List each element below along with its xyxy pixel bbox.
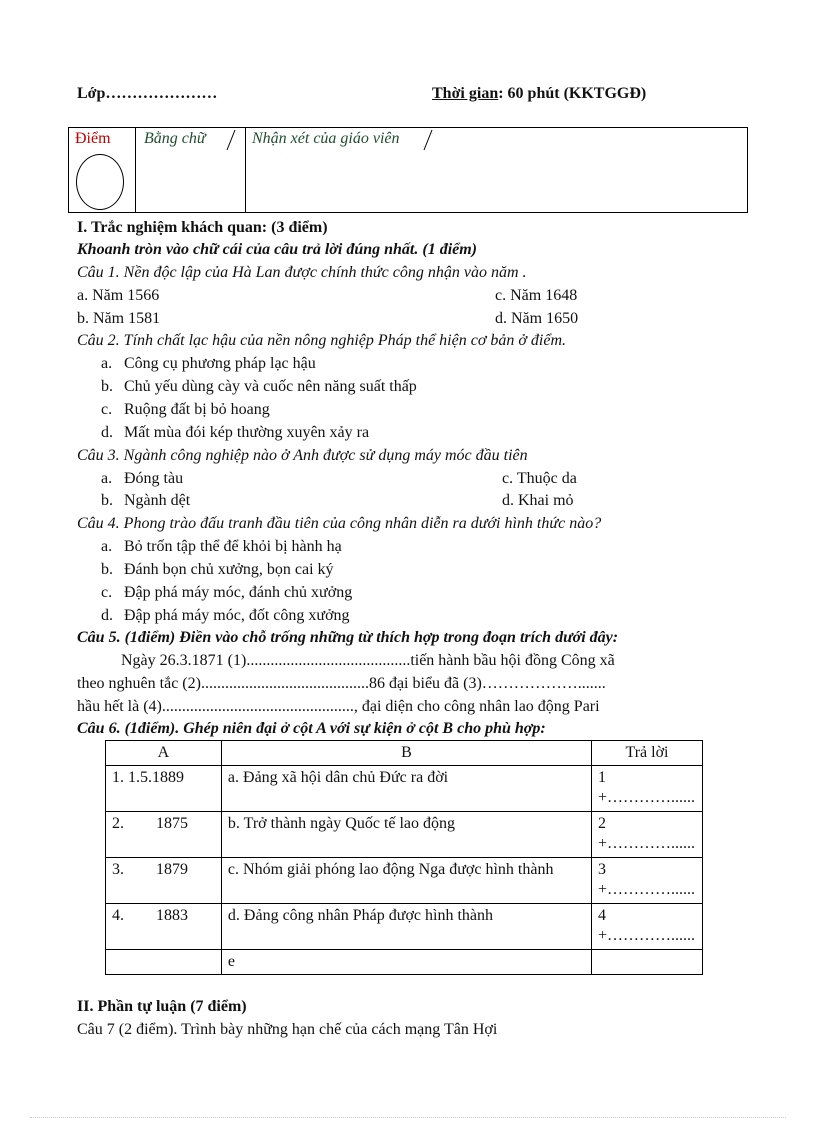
q1-option-b: b. Năm 1581 bbox=[77, 310, 161, 327]
q5-line-3: hầu hết là (4)................................................, đại diện cho công nhân lao động Pari bbox=[77, 698, 600, 715]
col-b-header: B bbox=[221, 741, 591, 766]
q5-line-1: Ngày 26.3.1871 (1).........................................tiến hành bầu hội đồng Công xã bbox=[121, 652, 615, 669]
q1-option-d: d. Năm 1650 bbox=[495, 310, 579, 327]
event-cell: c. Nhóm giải phóng lao động Nga được hình thành bbox=[221, 858, 591, 904]
q7-question: Câu 7 (2 điểm). Trình bày những hạn chế của cách mạng Tân Hợi bbox=[77, 1021, 498, 1038]
q1-option-a: a. Năm 1566 bbox=[77, 287, 160, 304]
q3-question: Câu 3. Ngành công nghiệp nào ở Anh được sử dụng máy móc đầu tiên bbox=[77, 447, 528, 464]
q5-line-2: theo nghuên tắc (2)..........................................86 đại biểu đã (3)………………....... bbox=[77, 675, 606, 692]
time-label: Thời gian bbox=[432, 85, 499, 102]
teacher-comment-label: Nhận xét của giáo viên bbox=[252, 130, 400, 147]
words-label: Bằng chữ bbox=[144, 130, 206, 147]
q4-option-c: c. Đập phá máy móc, đánh chủ xưởng bbox=[101, 584, 353, 601]
event-cell: e bbox=[221, 950, 591, 975]
q5-title: Câu 5. (1điểm) Điền vào chỗ trống những từ thích hợp trong đoạn trích dưới đây: bbox=[77, 629, 619, 646]
q2-question: Câu 2. Tính chất lạc hậu của nền nông nghiệp Pháp thể hiện cơ bản ở điểm. bbox=[77, 332, 567, 349]
date-cell: 1. 1.5.1889 bbox=[106, 766, 222, 812]
matching-table bbox=[105, 740, 703, 975]
table-row bbox=[106, 858, 703, 904]
q2-option-c: c. Ruộng đất bị bỏ hoang bbox=[101, 401, 270, 418]
q1-option-c: c. Năm 1648 bbox=[495, 287, 578, 304]
q3-option-a: a. Đóng tàu bbox=[101, 470, 184, 487]
tab-slash-icon bbox=[423, 129, 433, 151]
table-row bbox=[106, 812, 703, 858]
q6-title: Câu 6. (1điểm). Ghép niên đại ở cột A với sự kiện ở cột B cho phù hợp: bbox=[77, 720, 546, 737]
answer-cell[interactable]: 2 +…………...... bbox=[592, 812, 703, 858]
date-cell bbox=[106, 950, 222, 975]
event-cell: d. Đảng công nhân Pháp được hình thành bbox=[221, 904, 591, 950]
time-value: : 60 phút (KKTGGĐ) bbox=[498, 85, 647, 102]
q2-option-d: d. Mất mùa đói kép thường xuyên xảy ra bbox=[101, 424, 370, 441]
q4-option-b: b. Đánh bọn chủ xưởng, bọn cai ký bbox=[101, 561, 334, 578]
q3-option-b: b. Ngành dệt bbox=[101, 492, 191, 509]
q4-option-a: a. Bỏ trốn tập thể để khỏi bị hành hạ bbox=[101, 538, 342, 555]
section2-title: II. Phần tự luận (7 điểm) bbox=[77, 998, 247, 1015]
class-label: Lớp………………… bbox=[77, 85, 218, 102]
q3-option-d: d. Khai mỏ bbox=[502, 492, 574, 509]
q1-question: Câu 1. Nền độc lập của Hà Lan được chính thức công nhận vào năm . bbox=[77, 264, 527, 281]
date-cell: 2. 1875 bbox=[106, 812, 222, 858]
page-bottom-divider bbox=[30, 1117, 786, 1118]
answer-cell[interactable]: 3 +…………...... bbox=[592, 858, 703, 904]
event-cell: b. Trở thành ngày Quốc tế lao động bbox=[221, 812, 591, 858]
score-box bbox=[68, 127, 748, 213]
table-row bbox=[106, 950, 703, 975]
table-header-row bbox=[106, 741, 703, 766]
col-answer-header: Trả lời bbox=[592, 741, 703, 766]
q4-question: Câu 4. Phong trào đấu tranh đầu tiên của công nhân diễn ra dưới hình thức nào? bbox=[77, 515, 602, 532]
tab-slash-icon bbox=[226, 129, 236, 151]
q4-option-d: d. Đập phá máy móc, đốt công xưởng bbox=[101, 607, 350, 624]
q3-option-c: c. Thuộc da bbox=[502, 470, 577, 487]
time-info bbox=[432, 84, 646, 104]
score-oval bbox=[76, 154, 124, 210]
table-row bbox=[106, 904, 703, 950]
event-cell: a. Đảng xã hội dân chủ Đức ra đời bbox=[221, 766, 591, 812]
answer-cell[interactable]: 4 +…………...... bbox=[592, 904, 703, 950]
section1-title: I. Trắc nghiệm khách quan: (3 điểm) bbox=[77, 219, 328, 236]
section1-instruction: Khoanh tròn vào chữ cái của câu trả lời đúng nhất. (1 điểm) bbox=[77, 241, 478, 258]
answer-cell[interactable] bbox=[592, 950, 703, 975]
date-cell: 4. 1883 bbox=[106, 904, 222, 950]
answer-cell[interactable]: 1 +…………...... bbox=[592, 766, 703, 812]
score-label: Điểm bbox=[75, 130, 111, 147]
col-a-header: A bbox=[106, 741, 222, 766]
q2-option-b: b. Chủ yếu dùng cày và cuốc nên năng suất thấp bbox=[101, 378, 417, 395]
q2-option-a: a. Công cụ phương pháp lạc hậu bbox=[101, 355, 316, 372]
date-cell: 3. 1879 bbox=[106, 858, 222, 904]
table-row bbox=[106, 766, 703, 812]
